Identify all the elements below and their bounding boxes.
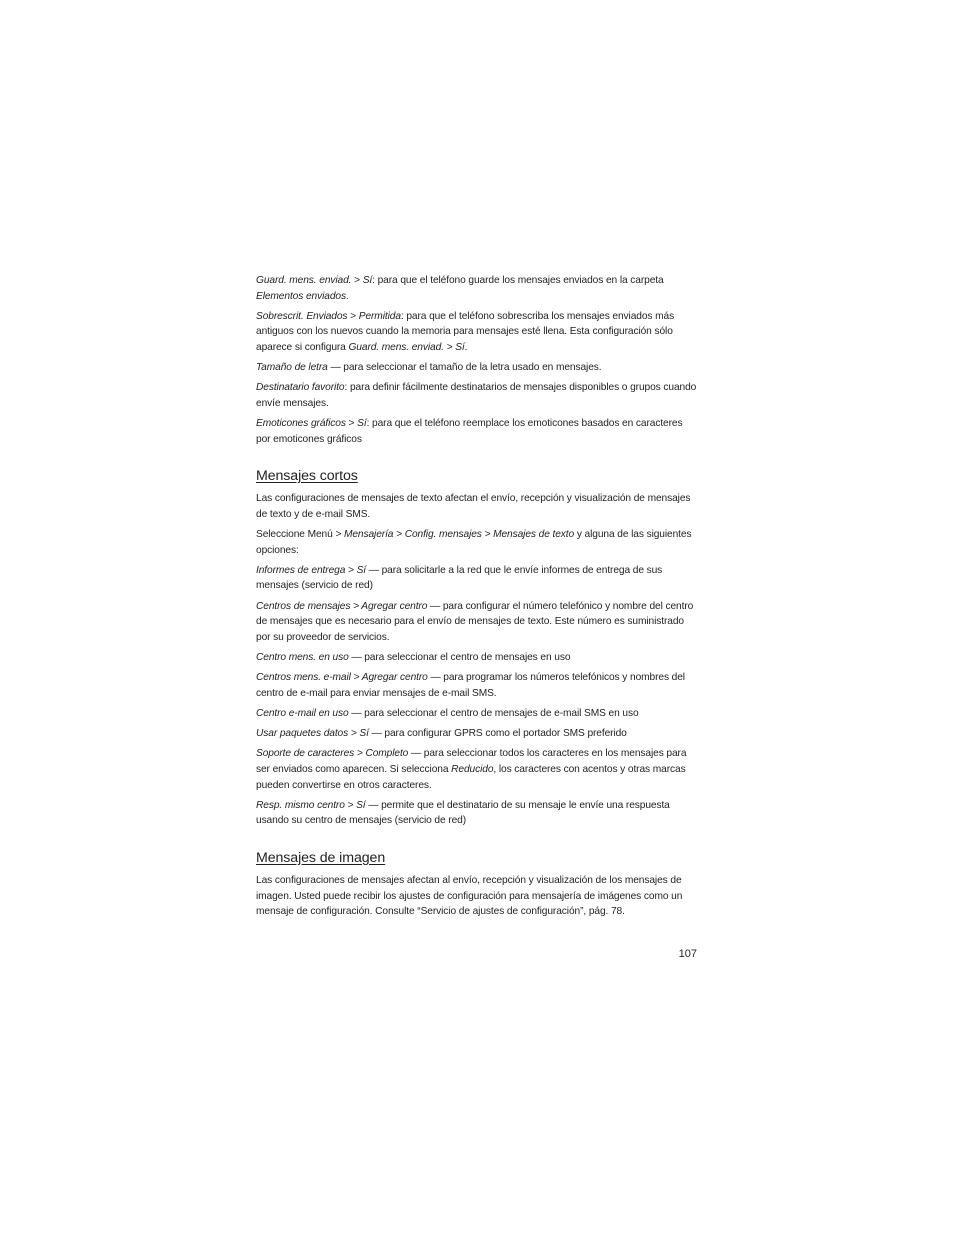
option-email-centre-in-use: Centro e-mail en uso — para seleccionar el centro de mensajes de e-mail SMS en uso (256, 708, 639, 719)
setting-favorite-recipient: Destinatario favorito: para definir fácilmente destinatarios de mensajes disponibles o grupos cuando envíe mensajes. (256, 382, 697, 409)
short-messages-intro: Las configuraciones de mensajes de texto afectan el envío, recepción y visualización de mensajes de texto y de e-mail SMS. (256, 493, 691, 520)
setting-save-sent: Guard. mens. enviad. > Sí: para que el teléfono guarde los mensajes enviados en la carpeta Elementos enviados. (256, 275, 664, 302)
short-messages-select: Seleccione Menú > Mensajería > Config. mensajes > Mensajes de texto y alguna de las siguientes opciones: (256, 529, 692, 556)
option-email-centres: Centros mens. e-mail > Agregar centro — para programar los números telefónicos y nombres del centro de e-mail para enviar mensajes de e-mail SMS. (256, 672, 685, 699)
option-delivery-reports: Informes de entrega > Sí — para solicitarle a la red que le envíe informes de entrega de sus mensajes (servicio de red) (256, 564, 663, 592)
page-number: 107 (678, 948, 697, 960)
heading-short-messages: Mensajes cortos (256, 468, 358, 485)
picture-messages-intro: Las configuraciones de mensajes afectan al envío, recepción y visualización de los mensajes de imagen. Usted puede recibir los ajustes de configuración para mensajería de imágenes como un mensaje de configuración. Consulte “Servicio de ajustes de configuración”, pág. 78. (256, 874, 683, 918)
option-message-centres: Centros de mensajes > Agregar centro — para configurar el número telefónico y nombre del centro de mensajes que es necesario para el envío de mensajes de texto. Este número es suministrado por su proveedor de servicios. (256, 600, 694, 643)
option-use-packet-data: Usar paquetes datos > Sí — para configurar GPRS como el portador SMS preferido (256, 728, 627, 740)
option-reply-same-centre: Resp. mismo centro > Sí — permite que el destinatario de su mensaje le envíe una respuesta usando su centro de mensajes (servicio de red) (256, 799, 670, 827)
page-content (256, 273, 698, 924)
setting-overwrite-sent: Sobrescrit. Enviados > Permitida: para que el teléfono sobrescriba los mensajes enviados más antiguos con los nuevos cuando la memoria para mensajes esté llena. Esta configuración sólo aparece si configura Guard. mens. enviad. > Sí. (256, 310, 675, 353)
heading-picture-messages: Mensajes de imagen (256, 849, 386, 866)
option-character-support: Soporte de caracteres > Completo — para seleccionar todos los caracteres en los mensajes para ser enviados como aparecen. Si selecciona Reducido, los caracteres con acentos y otras marcas pueden convertirse en otros caracteres. (256, 748, 687, 791)
option-centre-in-use: Centro mens. en uso — para seleccionar el centro de mensajes en uso (256, 652, 571, 664)
setting-graphic-emoticons: Emoticones gráficos > Sí: para que el teléfono reemplace los emoticones basados en caracteres por emoticones gráficos (256, 418, 683, 445)
setting-font-size: Tamaño de letra — para seleccionar el tamaño de la letra usado en mensajes. (256, 362, 602, 374)
